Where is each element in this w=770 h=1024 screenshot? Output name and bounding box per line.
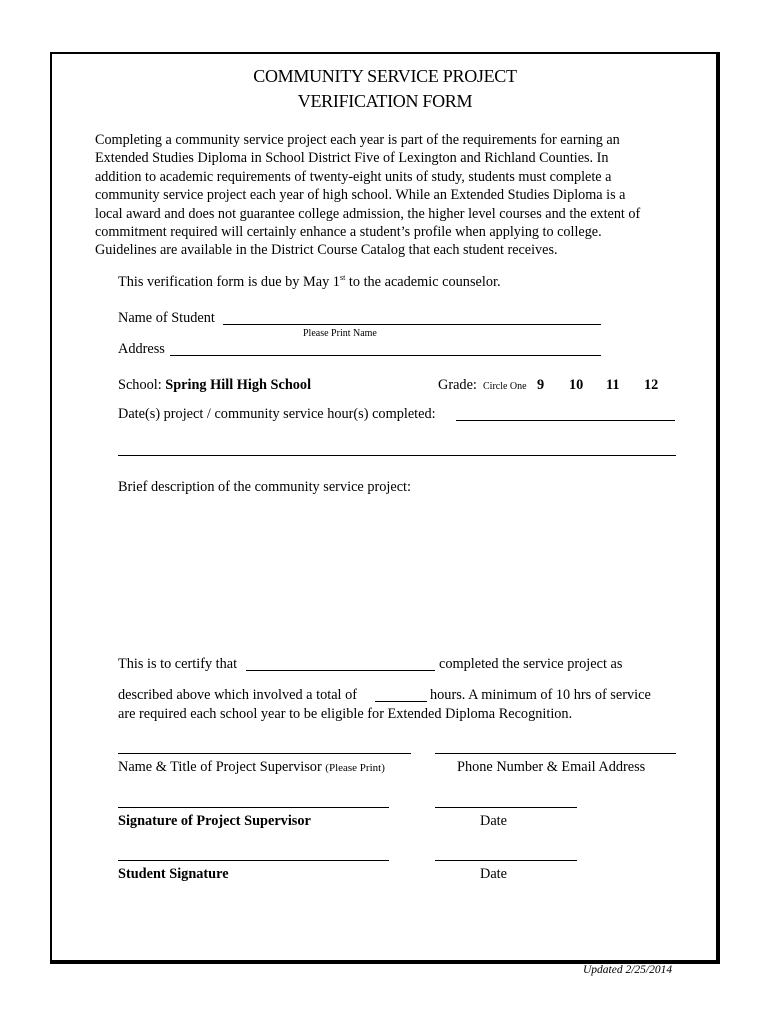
certify-suffix: completed the service project as [439,656,623,672]
intro-line: addition to academic requirements of twenty-eight units of study, students must complete a [95,168,612,185]
intro-line: Completing a community service project each year is part of the requirements for earning an [95,132,620,148]
intro-line: community service project each year of high school. While an Extended Studies Diploma is a [95,187,626,204]
school-value: Spring Hill High School [165,377,312,393]
grade-option-11[interactable]: 11 [606,377,620,393]
certify-prefix: This is to certify that [118,656,238,672]
supervisor-date-field[interactable] [435,807,577,808]
form-title-line1: COMMUNITY SERVICE PROJECT [253,66,517,86]
student-date-field[interactable] [435,860,577,861]
intro-line: local award and does not guarantee college admission, the higher level courses and the extent of [95,205,641,222]
supervisor-name-field[interactable] [118,753,411,754]
supervisor-name-label: Name & Title of Project Supervisor [118,759,322,775]
hours-prefix: described above which involved a total of [118,687,357,703]
eligibility-text: are required each school year to be eligible for Extended Diploma Recognition. [118,706,573,722]
hours-field[interactable] [375,701,427,702]
dates-label: Date(s) project / community service hour(s) completed: [118,406,436,422]
supervisor-name-hint: (Please Print) [325,762,385,774]
intro-line: Extended Studies Diploma in School District Five of Lexington and Richland Counties. In [95,150,609,167]
intro-line: Guidelines are available in the District Course Catalog that each student receives. [95,242,558,259]
grade-label: Grade: [438,377,477,393]
student-date-label: Date [480,866,507,882]
student-name-field[interactable] [223,324,601,325]
address-label: Address [118,341,165,357]
due-date-suffix: to the academic counselor. [345,273,501,290]
grade-option-12[interactable]: 12 [644,377,659,393]
supervisor-signature-field[interactable] [118,807,389,808]
dates-field[interactable] [456,420,675,421]
due-date-prefix: This verification form is due by May 1 [118,273,340,290]
school-label: School: [118,377,162,393]
school-row [118,377,311,394]
address-field[interactable] [170,355,601,356]
certify-student-field[interactable] [246,670,435,671]
form-title-line2: VERIFICATION FORM [297,91,473,111]
contact-label: Phone Number & Email Address [457,759,646,775]
supervisor-date-label: Date [480,813,507,829]
supervisor-name-label-row [118,759,385,776]
description-area[interactable] [118,500,676,640]
intro-paragraph [95,131,695,260]
updated-date: Updated 2/25/2014 [583,964,673,976]
grade-option-9[interactable]: 9 [537,377,545,393]
due-date-text [118,273,501,291]
print-name-hint: Please Print Name [303,328,377,339]
description-label: Brief description of the community service project: [118,479,411,495]
student-name-label: Name of Student [118,310,215,326]
supervisor-signature-label: Signature of Project Supervisor [118,813,311,829]
contact-field[interactable] [435,753,676,754]
grade-hint: Circle One [483,381,527,392]
grade-option-10[interactable]: 10 [569,377,584,393]
dates-field-continued[interactable] [118,455,676,456]
student-signature-label: Student Signature [118,866,229,882]
due-date-sup: st [339,273,346,282]
intro-line: commitment required will certainly enhance a student’s profile when applying to college. [95,224,602,241]
student-signature-field[interactable] [118,860,389,861]
hours-suffix: hours. A minimum of 10 hrs of service [430,687,651,703]
